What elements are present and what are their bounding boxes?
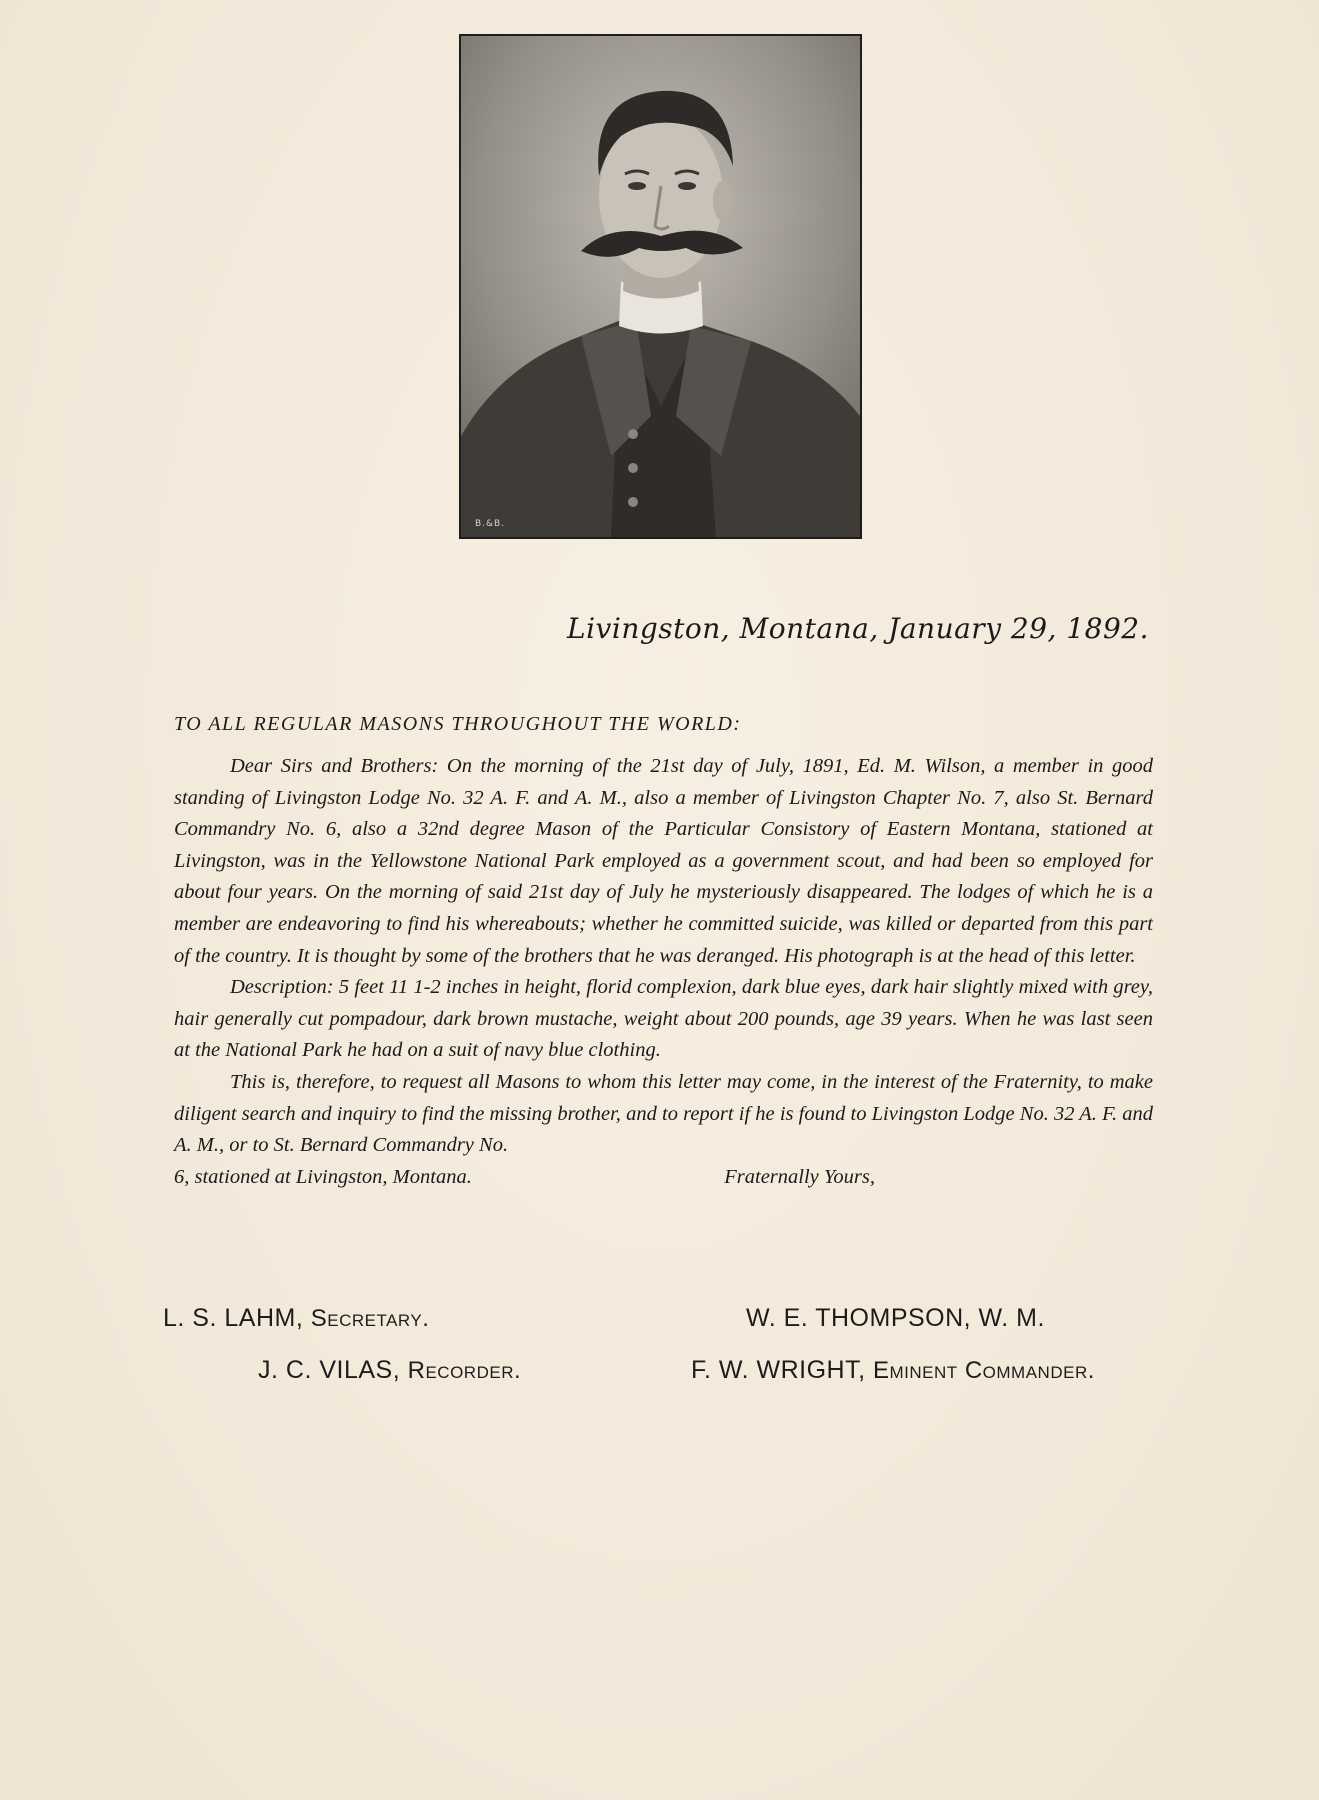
signature-secretary: [163, 1304, 429, 1333]
letter-body: [174, 751, 1153, 1193]
closing-row: [174, 1162, 1153, 1194]
signature-eminent-commander: [691, 1356, 1095, 1385]
salutation: TO ALL REGULAR MASONS THROUGHOUT THE WORLD:: [174, 713, 742, 735]
closing-location: 6, stationed at Livingston, Montana.: [174, 1165, 472, 1188]
paragraph-description: Description: 5 feet 11 1-2 inches in height, florid complexion, dark blue eyes, dark hair slightly mixed with grey, hair generally cut pompadour, dark brown mustache, weight about 200 pounds, age 39 years. When he was last seen at the National Park he had on a suit of navy blue clothing.: [174, 976, 1153, 1062]
signature-recorder: [258, 1356, 521, 1385]
signatory-title: Recorder.: [407, 1357, 522, 1384]
signatory-name: F. W. WRIGHT,: [691, 1356, 866, 1384]
closing-salutation: Fraternally Yours,: [724, 1165, 875, 1188]
signatory-name: J. C. VILAS,: [258, 1356, 401, 1384]
signatory-name: L. S. LAHM,: [163, 1304, 304, 1332]
portrait-illustration: [461, 36, 860, 537]
engraver-mark: B.&B.: [475, 519, 506, 529]
paragraph-disappearance: Dear Sirs and Brothers: On the morning of the 21st day of July, 1891, Ed. M. Wilson, a member in good standing of Livingston Lodge No. 32 A. F. and A. M., also a member of Livingston Chapter No. 7, also St. Bernard Commandry No. 6, also a 32nd degree Mason of the Particular Consistory of Eastern Montana, stationed at Livingston, was in the Yellowstone National Park employed as a government scout, and had been so employed for about four years. On the morning of said 21st day of July he mysteriously disappeared. The lodges of which he is a member are endeavoring to find his whereabouts; whether he committed suicide, was killed or departed from this part of the country. It is thought by some of the brothers that he was deranged. His photograph is at the head of this letter.: [174, 755, 1153, 967]
dateline: Livingston, Montana, January 29, 1892.: [567, 612, 1149, 645]
paragraph-request: This is, therefore, to request all Masons to whom this letter may come, in the interest of the Fraternity, to make diligent search and inquiry to find the missing brother, and to report if he is found to Livingston Lodge No. 32 A. F. and A. M., or to St. Bernard Commandry No.: [174, 1070, 1153, 1157]
signatory-title: Secretary.: [310, 1305, 430, 1332]
signature-worshipful-master: [746, 1304, 1045, 1333]
signatory-name: W. E. THOMPSON, W. M.: [746, 1304, 1045, 1332]
portrait-photograph: [459, 34, 862, 539]
signatory-title: Eminent Commander.: [873, 1357, 1095, 1384]
